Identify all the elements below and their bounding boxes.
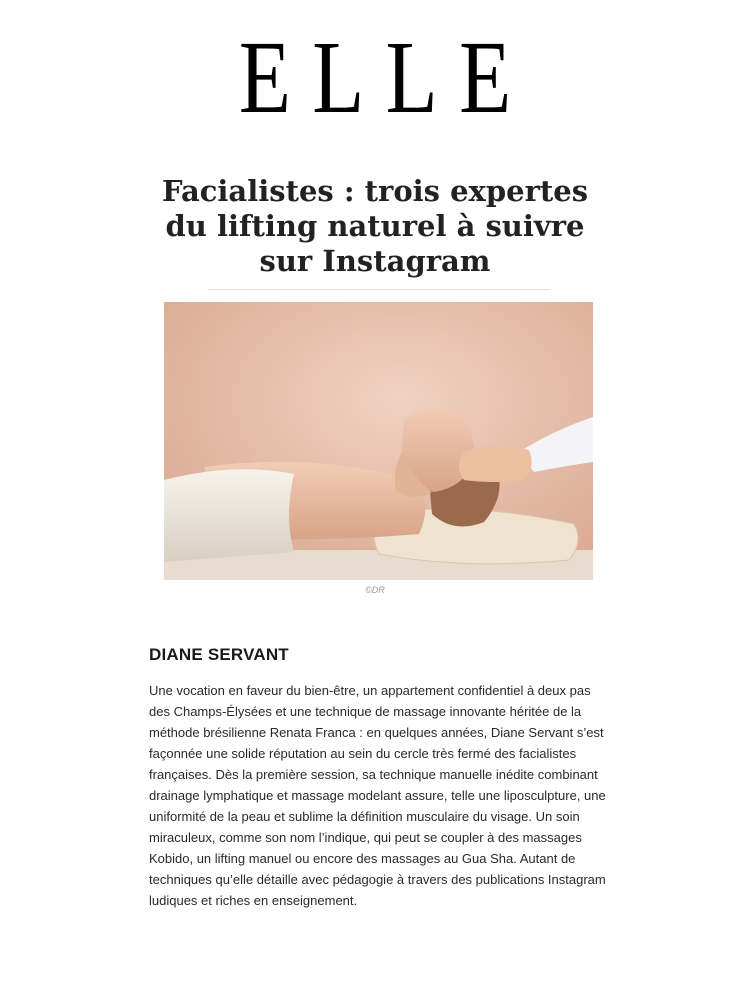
section-heading: DIANE SERVANT (149, 645, 289, 664)
article-title: Facialistes : trois expertes du lifting naturel à suivre sur Instagram (161, 174, 589, 278)
image-credit: ©DR (365, 585, 385, 595)
title-divider (208, 289, 550, 290)
article-photo (164, 302, 593, 580)
elle-logo[interactable]: ELLE (238, 20, 533, 135)
article-body: Une vocation en faveur du bien-être, un appartement confidentiel à deux pas des Champs-Élysées et une technique de massage innovante héritée de la méthode brésilienne Renata Franca : en quelques années, Diane Servant s’est façonnée une solide réputation au sein du cercle très fermé des facialistes françaises. Dès la première session, sa technique manuelle inédite combinant drainage lymphatique et massage modelant assure, telle une liposculpture, une uniformité de la peau et sublime la définition musculaire du visage. Un soin miraculeux, comme son nom l’indique, qui peut se coupler à des massages Kobido, un lifting manuel ou encore des massages au Gua Sha. Autant de techniques qu’elle détaille avec pédagogie à travers des publications Instagram ludiques et riches en enseignement. (149, 683, 606, 908)
